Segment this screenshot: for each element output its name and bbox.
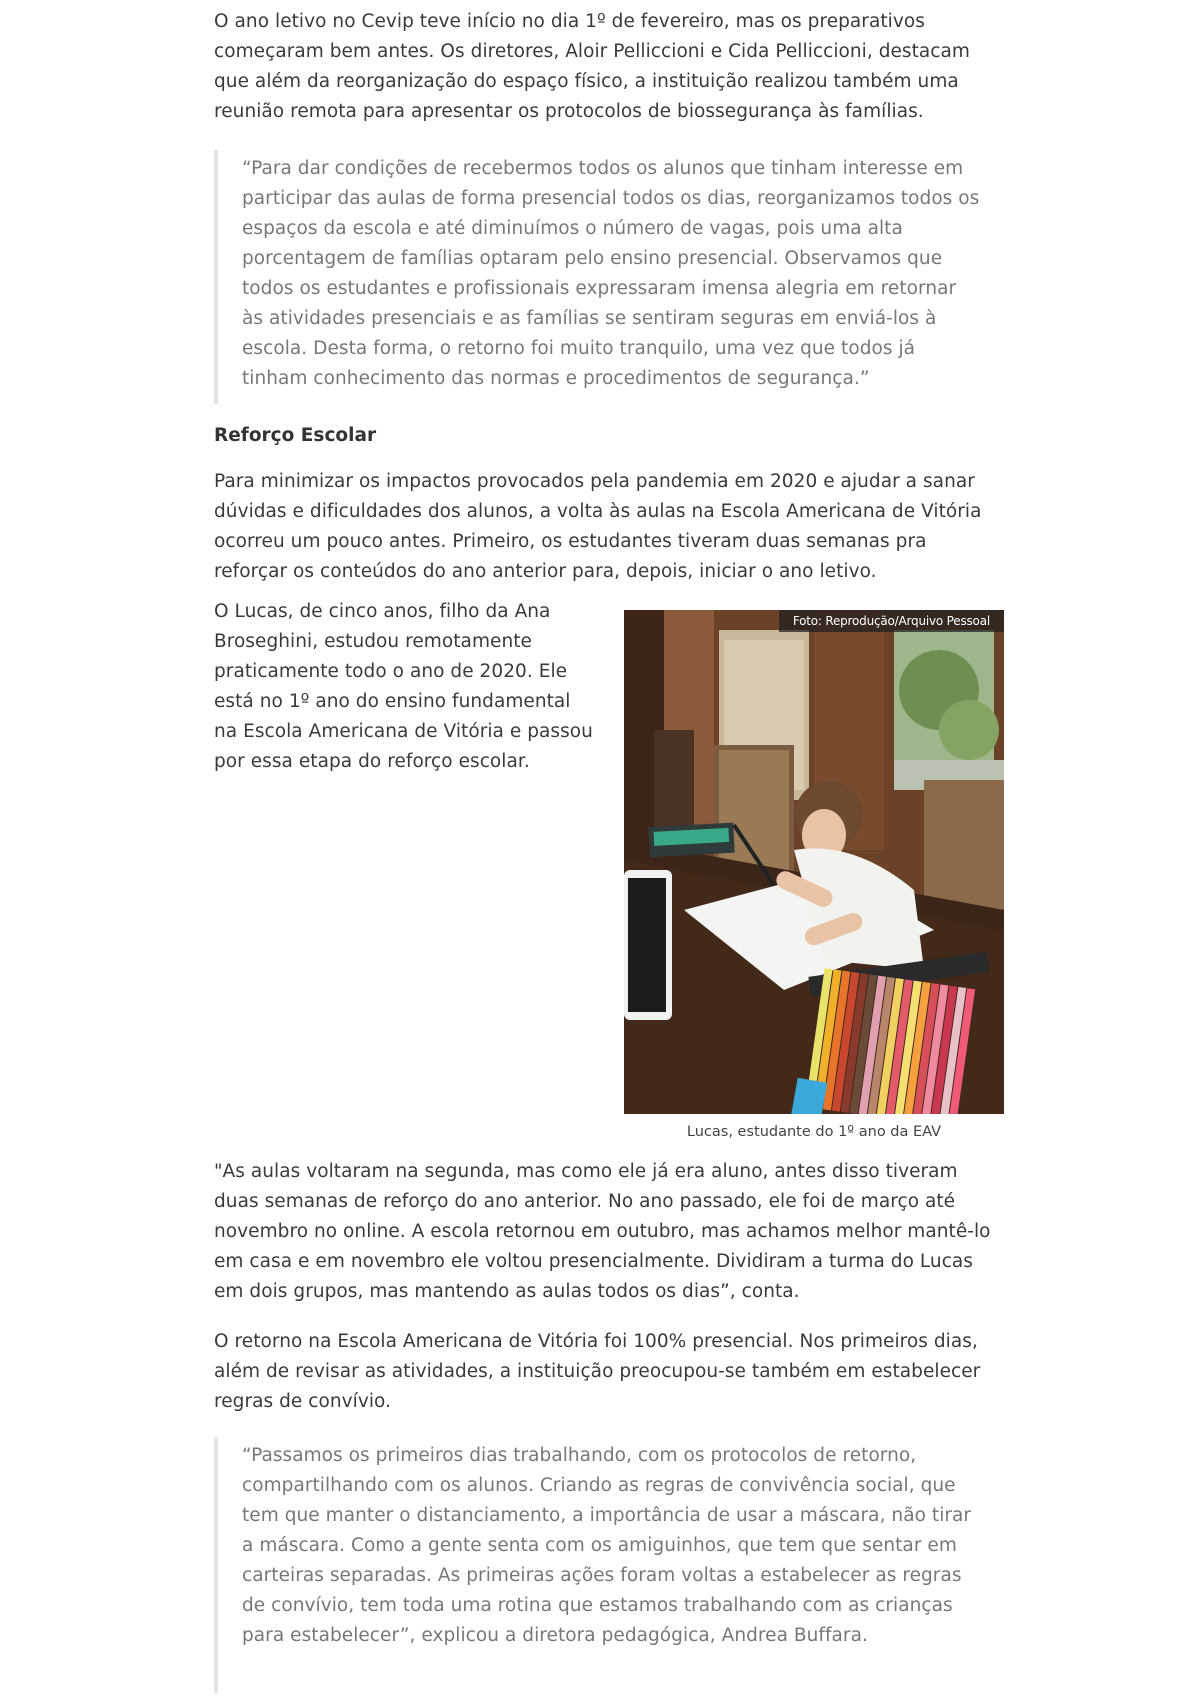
section-heading: Reforço Escolar — [214, 425, 377, 446]
photo-illustration — [624, 610, 1004, 1114]
photo-lucas-drawing — [624, 610, 1004, 1114]
photo-caption: Lucas, estudante do 1º ano da EAV — [686, 1124, 942, 1140]
paragraph-mother-quote: "As aulas voltaram na segunda, mas como ele já era aluno, antes disso tiveram duas semanas de reforço do ano anterior. No ano passado, ele foi de março até novembro no online. A escola retornou em outubro, mas achamos melhor mantê-lo em casa e em novembro ele voltou presencialmente. Dividiram a turma do Lucas em dois grupos, mas mantendo as aulas todos os dias”, conta. — [214, 1161, 991, 1302]
paragraph-lucas: O Lucas, de cinco anos, filho da Ana Broseghini, estudou remotamente praticamente todo o ano de 2020. Ele está no 1º ano do ensino fundamental na Escola Americana de Vitória e passou por essa etapa do reforço escolar. — [214, 601, 593, 772]
paragraph-eav-return: O retorno na Escola Americana de Vitória foi 100% presencial. Nos primeiros dias, além de revisar as atividades, a instituição preocupou-se também em estabelecer regras de convívio. — [214, 1331, 981, 1412]
blockquote-text: “Passamos os primeiros dias trabalhando, com os protocolos de retorno, compartilhando com os alunos. Criando as regras de convivência social, que tem que manter o distanciamento, a importância de usar a máscara, não tirar a máscara. Como a gente senta com os amiguinhos, que tem que sentar em carteiras separadas. As primeiras ações foram voltas a estabelecer as regras de convívio, tem toda uma rotina que estamos trabalhando com as crianças para estabelecer”, explicou a diretora pedagógica, Andrea Buffara. — [242, 1445, 972, 1646]
blockquote-director-pedagogical — [214, 1437, 1008, 1693]
blockquote-text: “Para dar condições de recebermos todos os alunos que tinham interesse em participar das aulas de forma presencial todos os dias, reorganizamos todos os espaços da escola e até diminuímos o número de vagas, pois uma alta porcentagem de famílias optaram pelo ensino presencial. Observamos que todos os estudantes e profissionais expressaram imensa alegria em retornar às atividades presenciais e as famílias se sentiram seguras em enviá-los à escola. Desta forma, o retorno foi muito tranquilo, uma vez que todos já tinham conhecimento das normas e procedimentos de segurança.” — [242, 158, 980, 389]
paragraph-reinforcement: Para minimizar os impactos provocados pela pandemia em 2020 e ajudar a sanar dúvidas e dificuldades dos alunos, a volta às aulas na Escola Americana de Vitória ocorreu um pouco antes. Primeiro, os estudantes tiveram duas semanas pra reforçar os conteúdos do ano anterior para, depois, iniciar o ano letivo. — [214, 471, 982, 582]
paragraph-intro: O ano letivo no Cevip teve início no dia 1º de fevereiro, mas os preparativos começaram bem antes. Os diretores, Aloir Pelliccioni e Cida Pelliccioni, destacam que além da reorganização do espaço físico, a instituição realizou também uma reunião remota para apresentar os protocolos de biossegurança às famílias. — [214, 11, 970, 122]
photo-credit: Foto: Reprodução/Arquivo Pessoal — [779, 610, 1004, 632]
photo-figure — [624, 610, 1004, 1140]
blockquote-directors — [214, 150, 1008, 404]
